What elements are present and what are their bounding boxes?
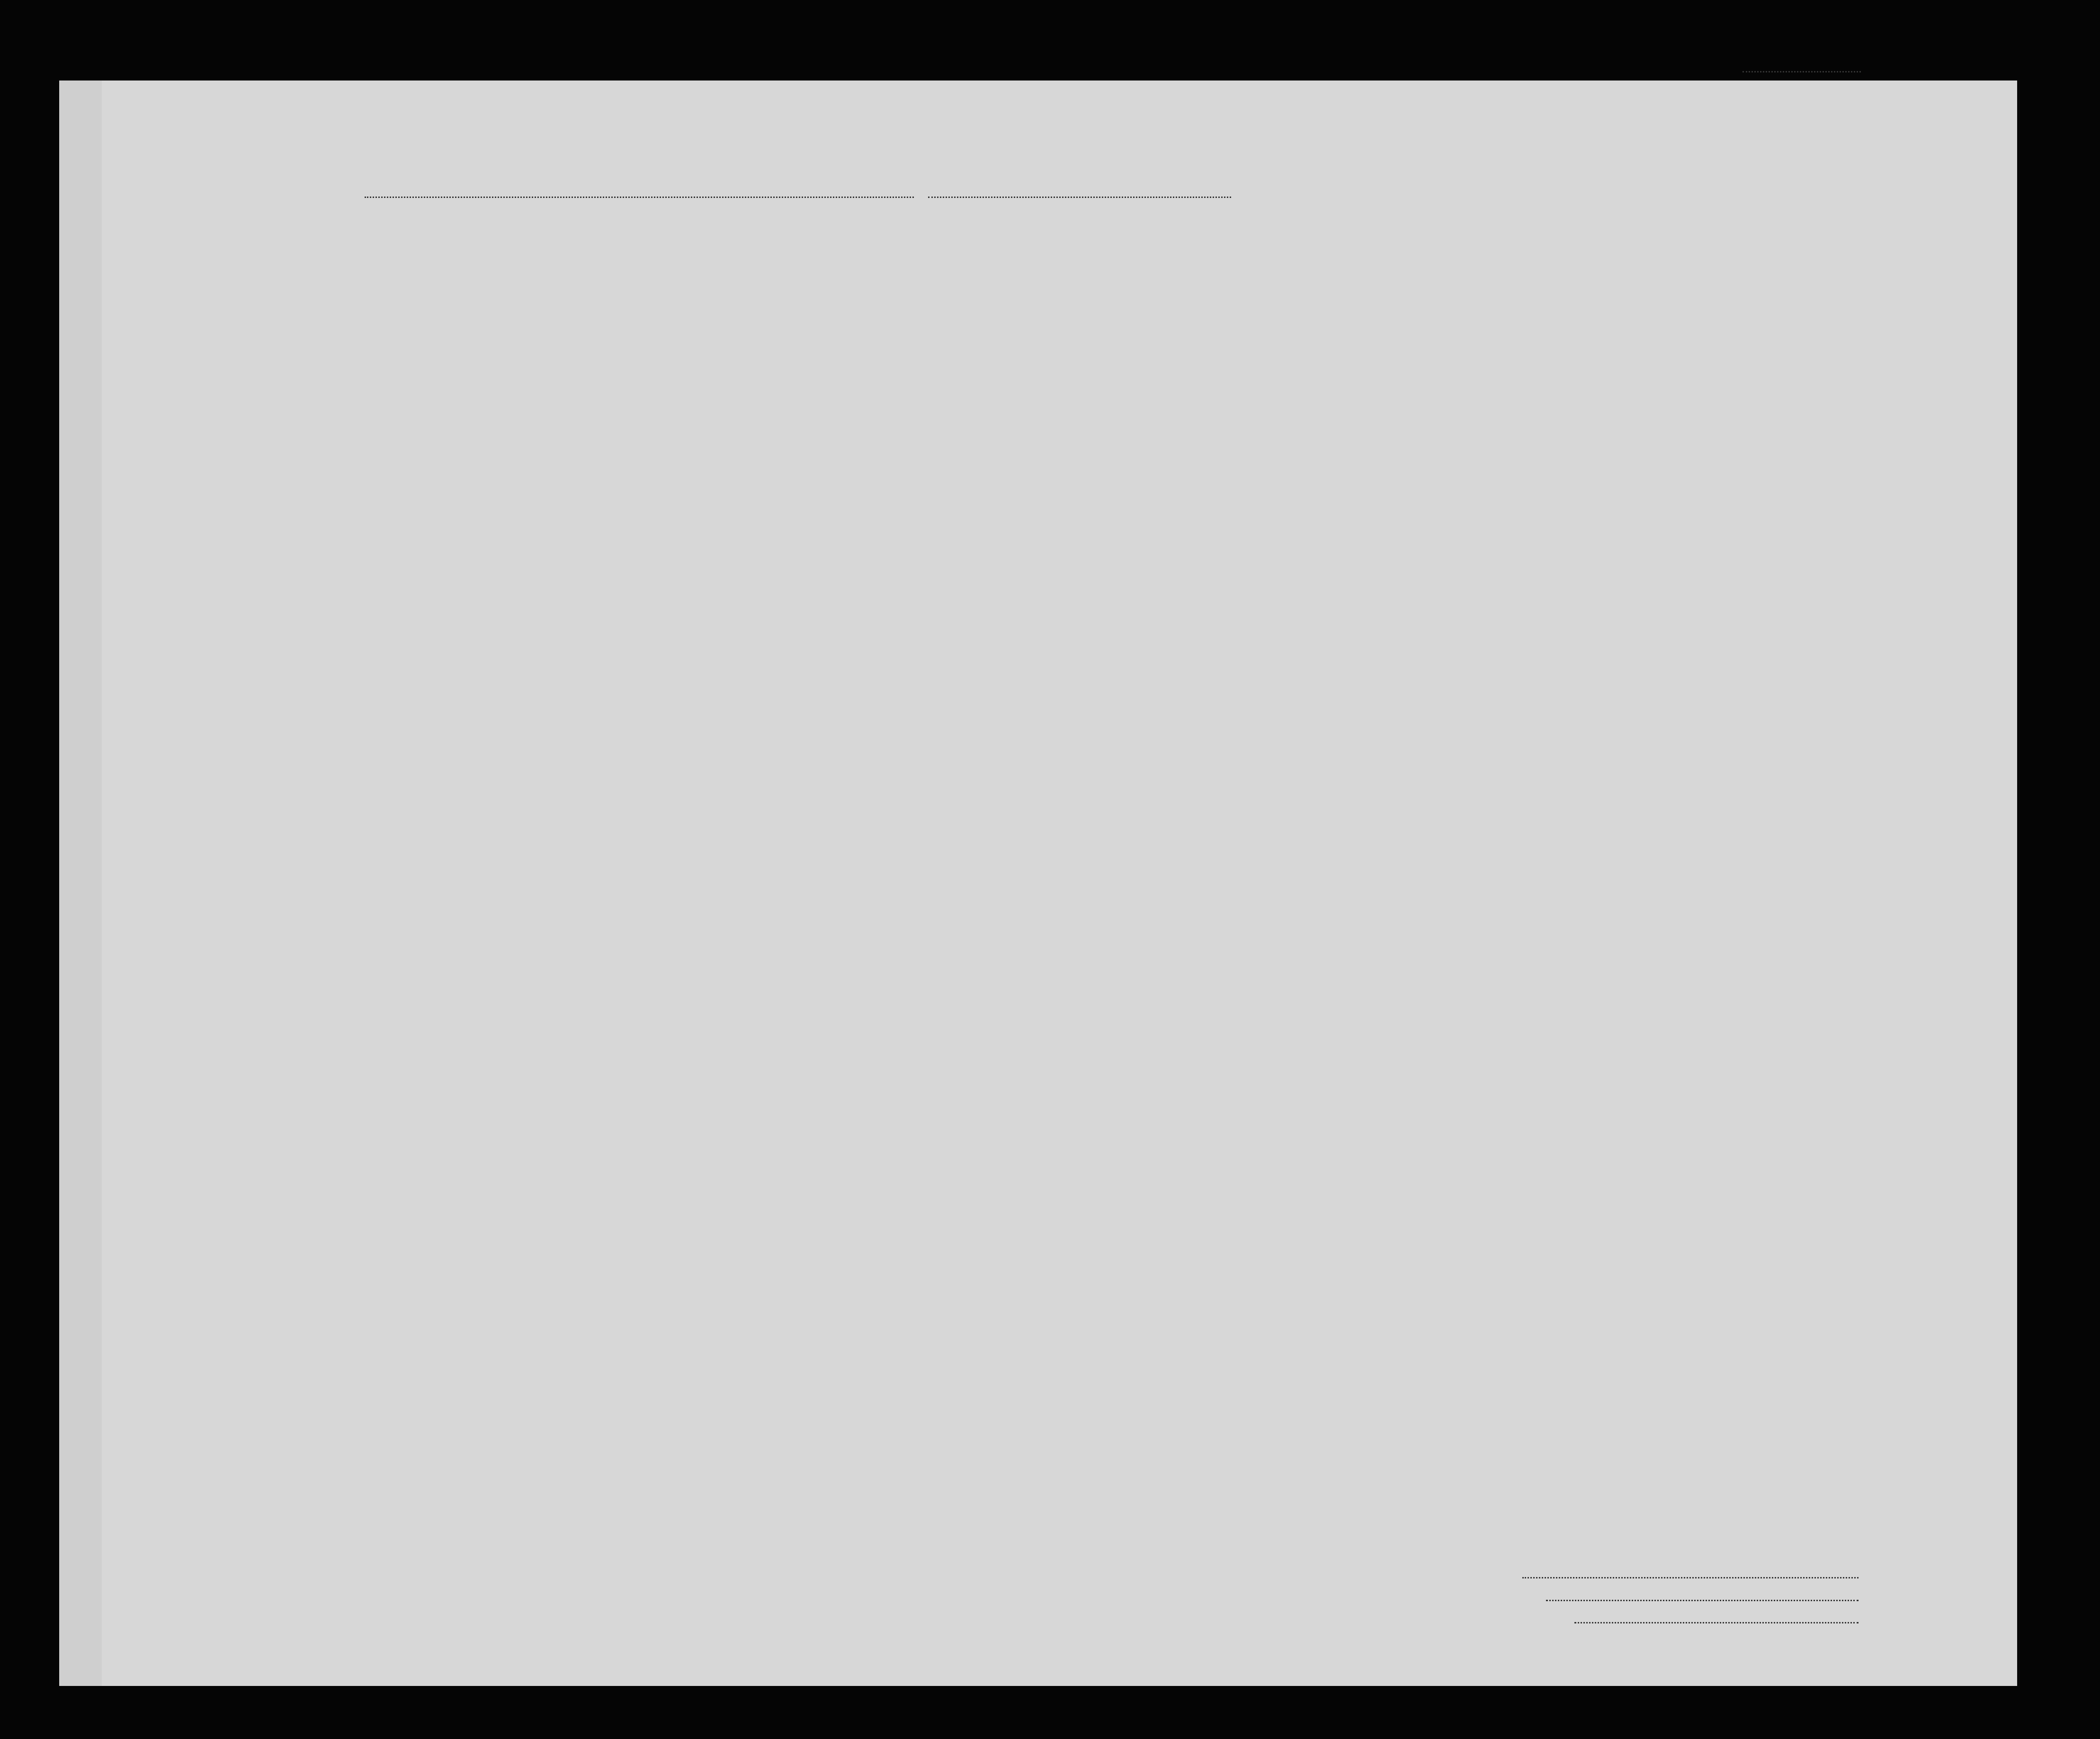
col-30-label bbox=[1506, 334, 1524, 443]
col-28-label bbox=[1421, 334, 1466, 443]
col-24-sub-length bbox=[1264, 362, 1288, 443]
col-31-label bbox=[1528, 334, 1546, 443]
owners-dotted bbox=[1546, 1600, 1859, 1601]
col-24-sub-return bbox=[1222, 362, 1260, 443]
agents-dotted bbox=[1574, 1622, 1859, 1623]
col-25-label bbox=[1325, 334, 1360, 443]
line-dotted bbox=[1522, 1577, 1859, 1578]
col-29-label bbox=[1468, 334, 1503, 443]
col-24-sub-citizen bbox=[1296, 362, 1320, 443]
